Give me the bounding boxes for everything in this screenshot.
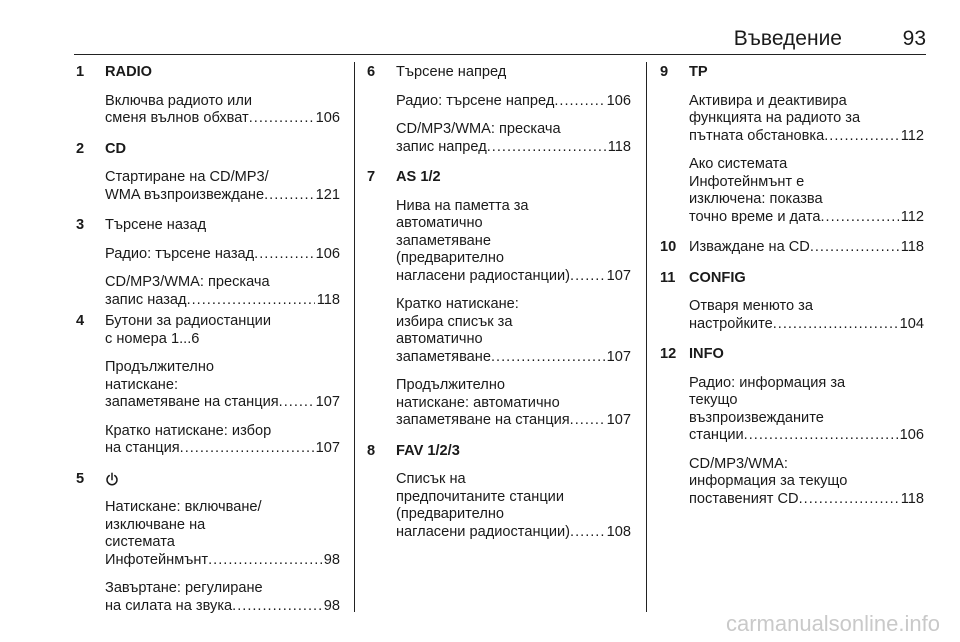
text-line: с номера 1...6 [105,330,200,347]
text-line: нагласени радиостанции) [396,267,571,284]
entry-5-power [76,471,340,616]
text-line: сменя вълнов обхват [105,110,249,126]
entry-1-radio [76,64,340,128]
text-line: текущо [689,392,738,408]
entry-number: 12 [660,346,677,362]
text-line: Радио: търсене назад [105,245,255,262]
leader-dots [232,598,322,616]
toc-line [689,491,924,509]
entry-paragraph [689,298,924,333]
entry-10-eject [660,239,924,257]
entry-number: 8 [367,442,376,459]
entry-4-preset-buttons [76,313,340,458]
text-line: нагласени радиостанции) [396,523,571,540]
text-line: изключване на [105,516,206,533]
entry-paragraph [105,274,340,309]
text-line: Изваждане на CD [689,239,810,255]
leader-dots [570,268,605,286]
text-line: възпроизвежданите [689,409,824,426]
page-ref[interactable]: 106 [315,245,340,262]
text-line: Включва радиото или [105,92,252,109]
entry-number: 7 [367,169,376,185]
toc-line [105,552,340,570]
text-line: Активира и деактивира [689,92,847,109]
text-line: пътната обстановка [689,127,825,144]
text-line: натискане: автоматично [396,394,560,411]
leader-dots [187,292,315,310]
toc-line [105,110,340,128]
text-line: CD/MP3/WMA: прескача [396,121,561,137]
entry-paragraph [396,377,631,430]
text-line: на станция [105,440,180,456]
column-divider [646,62,647,612]
text-line: информация за текущо [689,473,848,489]
entry-number: 5 [76,470,85,487]
page-ref[interactable]: 112 [900,208,924,225]
text-line: Нива на паметта за [396,197,529,214]
text-line: Радио: търсене напред [396,92,555,109]
text-line: Продължително [396,377,505,393]
leader-dots [249,110,314,128]
entry-7-as [367,169,631,430]
entry-number: 11 [660,269,676,286]
text-line: Радио: информация за [689,374,846,391]
toc-line [105,246,340,264]
entry-paragraph [689,93,924,146]
text-line: Бутони за радиостанции [105,313,271,329]
toc-line [689,427,924,445]
entry-heading: Търсене напред [396,64,507,80]
text-line: Завъртане: регулиране [105,580,263,596]
text-line: Натискане: включване/ [105,499,262,515]
entry-paragraph [105,93,340,128]
text-line: предпочитаните станции [396,488,564,505]
leader-dots [264,187,314,205]
toc-line [105,394,340,412]
text-line: поставеният CD [689,490,799,507]
entry-number: 2 [76,140,85,157]
entry-heading: Търсене назад [105,217,207,233]
text-line: запаметяване [396,232,491,249]
column-1 [76,64,340,615]
entry-2-cd [76,141,340,205]
page-ref[interactable]: 98 [323,551,340,568]
page-ref[interactable]: 108 [606,523,631,540]
leader-dots [799,491,899,509]
toc-line [689,209,924,227]
toc-line [105,598,340,616]
page-ref[interactable]: 118 [607,138,631,155]
entry-number: 1 [76,64,85,80]
text-line: Кратко натискане: избор [105,422,272,439]
toc-line [396,268,631,286]
toc-line [396,93,631,111]
entry-12-info [660,346,924,508]
page-ref[interactable]: 107 [315,394,340,410]
entry-8-fav [367,443,631,542]
header-divider [74,54,926,55]
text-line: автоматично [396,215,483,231]
leader-dots [254,246,313,264]
page-ref[interactable]: 107 [606,412,631,428]
entry-paragraph [689,156,924,226]
page-ref[interactable]: 106 [899,427,924,443]
entry-heading [689,239,924,257]
text-line: Списък на [396,471,466,487]
power-icon [105,471,119,487]
text-line: WMA възпроизвеждане [105,186,265,203]
page-ref[interactable]: 106 [315,110,340,126]
column-2 [367,64,631,541]
text-line: запаметяване на станция [105,394,279,410]
text-line: функцията на радиото за [689,110,861,126]
page-ref[interactable]: 118 [316,291,340,308]
text-line: (предварително [396,506,505,522]
page-ref[interactable]: 107 [315,440,340,456]
text-line: Продължително [105,359,214,375]
leader-dots [570,412,605,430]
text-line: CD/MP3/WMA: прескача [105,274,270,290]
page-section-title: Въведение [733,27,842,50]
text-line: Отваря менюто за [689,298,813,314]
entry-number: 4 [76,313,85,329]
entry-paragraph [396,471,631,541]
leader-dots [744,427,898,445]
text-line: системата [105,534,175,550]
page-ref[interactable]: 107 [606,348,631,365]
text-line: CD/MP3/WMA: [689,455,788,472]
text-line: Ако системата [689,156,788,172]
leader-dots [810,239,899,257]
page-ref[interactable]: 118 [900,239,924,255]
entry-11-config [660,270,924,334]
toc-line [689,316,924,334]
leader-dots [491,349,605,367]
entry-heading [105,313,340,348]
entry-paragraph [105,499,340,569]
text-line: запис назад [105,291,187,308]
leader-dots [821,209,899,227]
leader-dots [279,394,314,412]
entry-heading: RADIO [105,64,153,80]
leader-dots [554,93,604,111]
leader-dots [570,524,605,542]
text-line: изключена: показва [689,191,823,207]
entry-paragraph [396,121,631,156]
entry-paragraph [396,198,631,286]
text-line: запаметяване на станция [396,412,570,428]
text-line: Инфотейнмънт [105,551,209,568]
text-line: автоматично [396,331,483,347]
entry-paragraph [105,359,340,412]
entry-6-seek-forward [367,64,631,156]
entry-heading: INFO [689,346,724,362]
text-line: Стартиране на CD/MP3/ [105,169,269,185]
leader-dots [180,440,314,458]
leader-dots [208,552,322,570]
leader-dots [824,128,898,146]
text-line: натискане: [105,376,179,393]
text-line: избира списък за [396,313,513,330]
text-line: (предварително [396,250,505,266]
text-line: запис напред [396,138,487,155]
text-line: на силата на звука [105,597,233,614]
toc-line [396,524,631,542]
entry-number: 6 [367,64,376,80]
entry-9-tp [660,64,924,226]
leader-dots [487,139,606,157]
toc-line [105,440,340,458]
watermark: carmanualsonline.info [725,611,940,636]
entry-number: 10 [660,239,677,255]
text-line: станции [689,427,744,443]
entry-number: 3 [76,217,85,233]
page-ref[interactable]: 107 [606,267,631,284]
entry-paragraph [689,375,924,445]
entry-paragraph [105,580,340,615]
page-ref[interactable]: 112 [900,127,924,144]
entry-paragraph [396,93,631,111]
text-line: запаметяване [396,348,491,365]
toc-line [396,412,631,430]
text-line: Кратко натискане: [396,296,519,312]
page-number: 93 [902,27,926,50]
toc-line [105,292,340,310]
entry-paragraph [105,169,340,204]
toc-line [689,128,924,146]
text-line: точно време и дата [689,208,821,225]
toc-line [105,187,340,205]
toc-line [689,239,924,257]
entry-paragraph [105,423,340,458]
column-divider [354,62,355,612]
entry-heading: CONFIG [689,269,746,286]
entry-paragraph [689,456,924,509]
entry-paragraph [396,296,631,366]
text-line: Инфотейнмънт е [689,173,805,190]
entry-heading: CD [105,140,127,157]
entry-heading [105,471,340,489]
page-ref[interactable]: 118 [900,490,924,507]
entry-heading: TP [689,64,708,80]
entry-3-seek-back [76,217,340,309]
page-ref[interactable]: 98 [323,597,340,614]
toc-line [396,349,631,367]
page-ref[interactable]: 104 [899,315,924,332]
text-line: настройките [689,315,773,332]
toc-line [396,139,631,157]
entry-number: 9 [660,64,669,80]
page-ref[interactable]: 121 [315,186,340,203]
entry-heading: FAV 1/2/3 [396,442,460,459]
column-3 [660,64,924,508]
entry-heading: AS 1/2 [396,169,441,185]
page-ref[interactable]: 106 [606,92,631,109]
entry-paragraph [105,246,340,264]
leader-dots [773,316,898,334]
